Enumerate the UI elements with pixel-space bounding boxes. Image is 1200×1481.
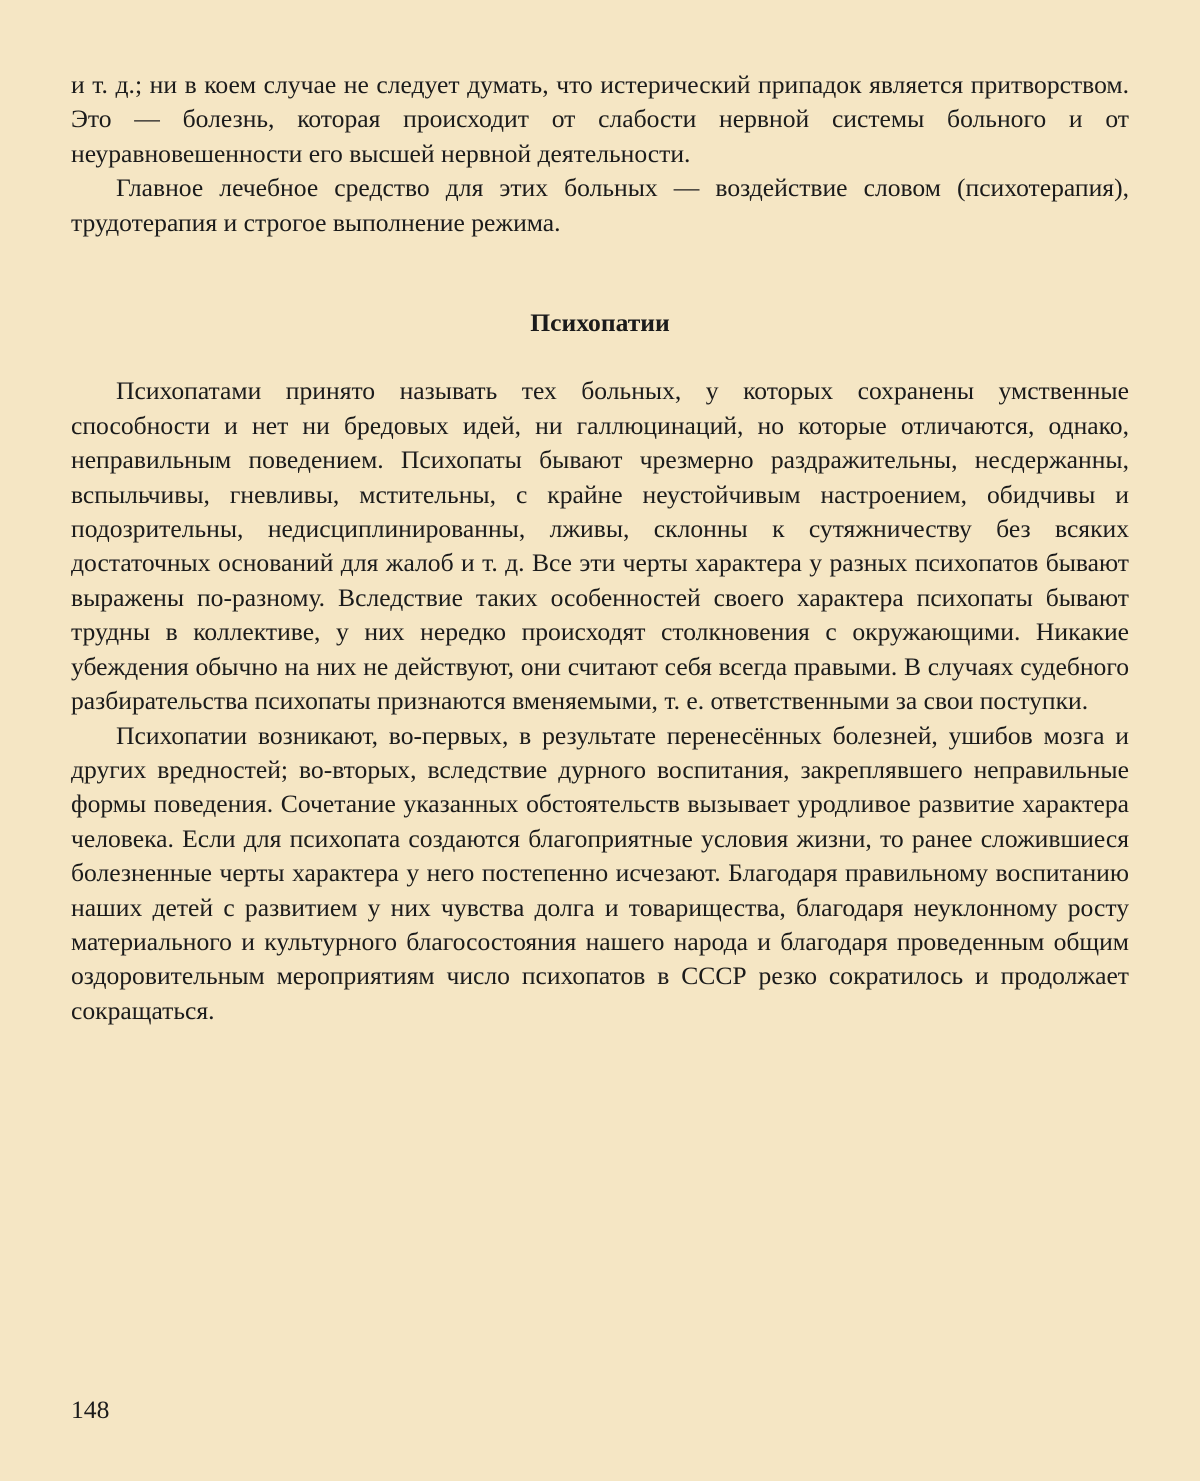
page-number: 148 xyxy=(71,1395,110,1424)
page-body xyxy=(71,68,1129,1028)
paragraph-hysteria-continuation: и т. д.; ни в коем случае не следует думать, что истерический припадок является притворством. Это — болезнь, которая происходит от слабости нервной системы больного и от неуравновешенности его высшей нервной деятельности. xyxy=(71,70,1129,168)
paragraph-treatment: Главное лечебное средство для этих больных — воздействие словом (психотерапия), трудотерапия и строгое выполнение режима. xyxy=(71,173,1129,237)
paragraph-psychopathy-causes: Психопатии возникают, во-первых, в результате перенесённых болезней, ушибов мозга и других вредностей; во-вторых, вследствие дурного воспитания, закреплявшего неправильные формы поведения. Сочетание указанных обстоятельств вызывает уродливое развитие характера человека. Если для психопата создаются благоприятные условия жизни, то ранее сложившиеся болезненные черты характера у него постепенно исчезают. Благодаря правильному воспитанию наших детей с развитием у них чувства долга и товарищества, благодаря неуклонному росту материального и культурного благосостояния нашего народа и благодаря проведенным общим оздоровительным мероприятиям число психопатов в СССР резко сократилось и продолжает сокращаться. xyxy=(71,720,1129,1025)
section-heading: Психопатии xyxy=(530,308,670,338)
paragraph-psychopaths-definition: Психопатами принято называть тех больных, у которых сохранены умственные способности и нет ни бредовых идей, ни галлюцинаций, но которые отличаются, однако, неправильным поведением. Психопаты бывают чрезмерно раздражительны, несдержанны, вспыльчивы, гневливы, мстительны, с крайне неустойчивым настроением, обидчивы и подозрительны, недисциплинированны, лживы, склонны к сутяжничеству без всяких достаточных оснований для жалоб и т. д. Все эти черты характера у разных психопатов бывают выражены по-разному. Вследствие таких особенностей своего характера психопаты бывают трудны в коллективе, у них нередко происходят столкновения с окружающими. Никакие убеждения обычно на них не действуют, они считают себя всегда правыми. В случаях судебного разбирательства психопаты признаются вменяемыми, т. е. ответственными за свои поступки. xyxy=(71,376,1129,716)
